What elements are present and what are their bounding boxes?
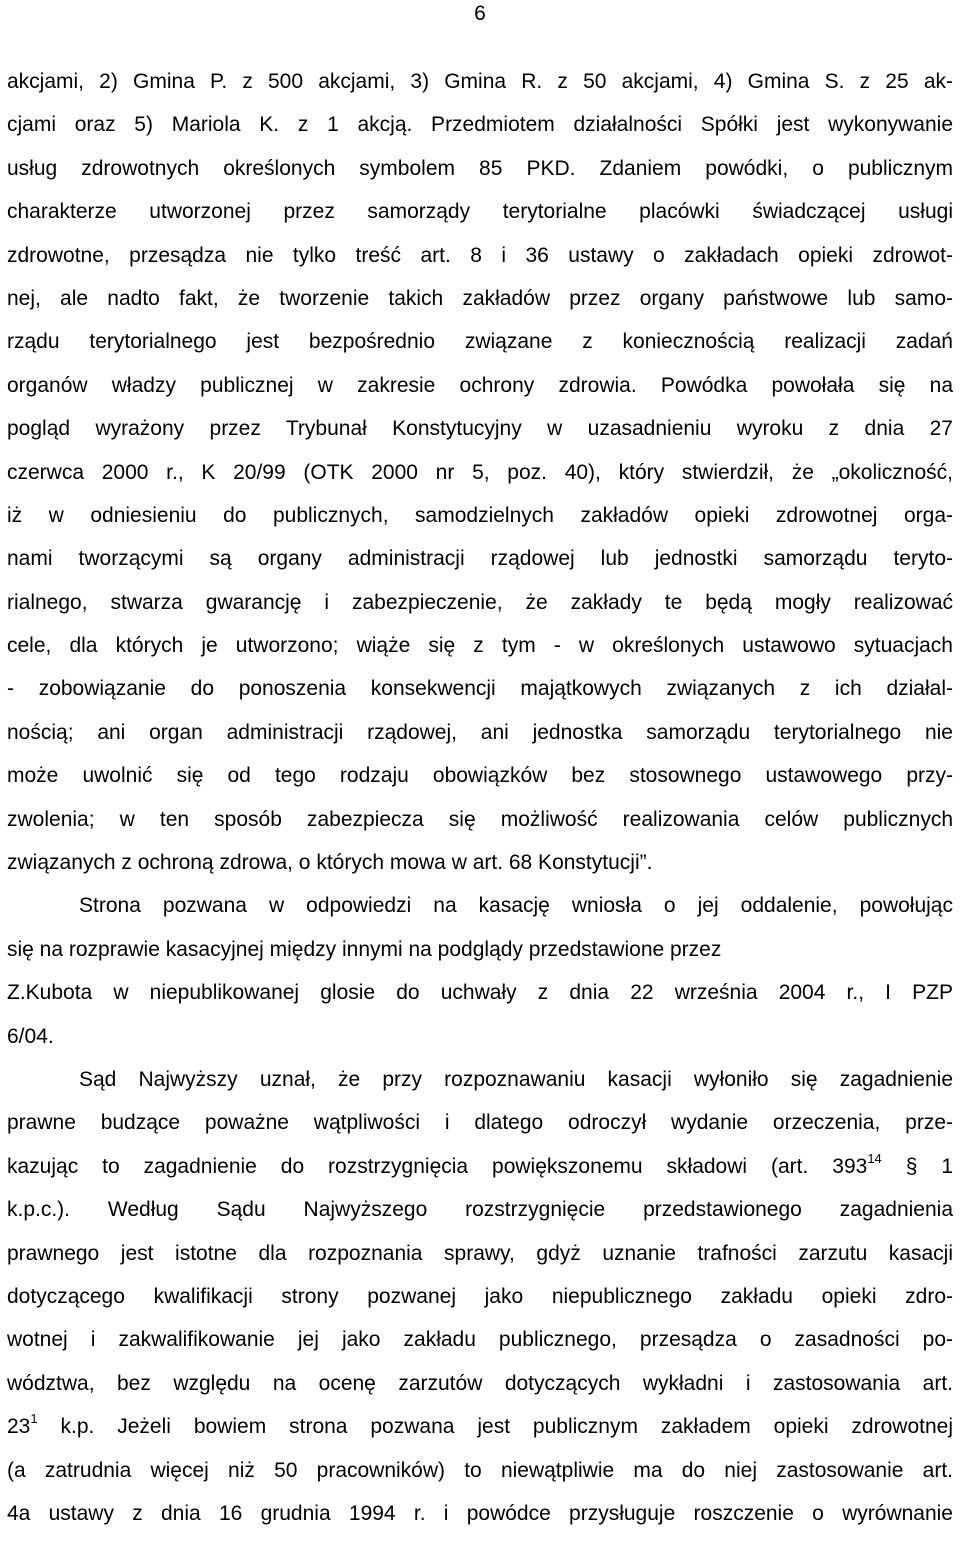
text-line (7, 1411, 953, 1454)
text-line-content: (a zatrudnia więcej niż 50 pracowników) to niewątpliwie ma do niej zastosowanie art. (7, 1458, 953, 1482)
text-line (7, 109, 953, 152)
text-line-content: wotnej i zakwalifikowanie jej jako zakładu publicznego, przesądza o zasadności po- (7, 1328, 953, 1352)
text-line (7, 847, 953, 890)
text-line (7, 500, 953, 543)
text-line (7, 760, 953, 803)
text-line-content: związanych z ochroną zdrowa, o których mowa w art. 68 Konstytucji”. (7, 851, 653, 875)
text-line-content: zdrowotne, przesądza nie tylko treść art. 8 i 36 ustawy o zakładach opieki zdrowot- (7, 243, 953, 267)
text-line-content: cjami oraz 5) Mariola K. z 1 akcją. Przedmiotem działalności Spółki jest wykonywanie (7, 113, 953, 137)
text-line-content: czerwca 2000 r., K 20/99 (OTK 2000 nr 5, poz. 40), który stwierdził, że „okoliczność, (7, 460, 953, 484)
text-line-content: Strona pozwana w odpowiedzi na kasację wniosła o jej oddalenie, powołując (79, 894, 953, 918)
text-line-content: cele, dla których je utworzono; wiąże się z tym - w określonych ustawowo sytuacjach (7, 634, 953, 658)
text-line-content: zwolenia; w ten sposób zabezpiecza się możliwość realizowania celów publicznych (7, 807, 953, 831)
text-line-content: prawnego jest istotne dla rozpoznania sprawy, gdyż uznanie trafności zarzutu kasacji (7, 1241, 953, 1265)
text-line-content: usług zdrowotnych określonych symbolem 85 PKD. Zdaniem powódki, o publicznym (7, 156, 953, 180)
text-line-content: wództwa, bez względu na ocenę zarzutów dotyczących wykładni i zastosowania art. (7, 1371, 953, 1395)
text-line (7, 370, 953, 413)
page-number: 6 (474, 2, 486, 25)
text-line (7, 283, 953, 326)
text-line (7, 66, 953, 109)
text-line-content: nej, ale nadto fakt, że tworzenie takich zakładów przez organy państwowe lub samo- (7, 286, 953, 310)
text-line-content: prawne budzące poważne wątpliwości i dlatego odroczył wydanie orzeczenia, prze- (7, 1111, 953, 1135)
text-line-content: kazując to zagadnienie do rozstrzygnięcia powiększonemu składowi (art. 393 (7, 1154, 868, 1178)
superscript: 1 (30, 1411, 38, 1427)
text-line-content: 4a ustawy z dnia 16 grudnia 1994 r. i powódce przysługuje roszczenie o wyrównanie (7, 1501, 953, 1525)
text-line-content: 23 (7, 1415, 31, 1439)
text-line-continuation: k.p. Jeżeli bowiem strona pozwana jest publicznym zakładem opieki zdrowotnej (37, 1415, 953, 1439)
text-line-content: się na rozprawie kasacyjnej między innymi na podglądy przedstawione przez (7, 937, 722, 961)
text-line (7, 587, 953, 630)
text-line (7, 1498, 953, 1541)
text-line (7, 1368, 953, 1411)
text-line-content: - zobowiązanie do ponoszenia konsekwencji majątkowych związanych z ich działal- (7, 677, 953, 701)
text-line (7, 673, 953, 716)
text-line-content: iż w odniesieniu do publicznych, samodzielnych zakładów opieki zdrowotnej orga- (7, 503, 953, 527)
text-line-content: 6/04. (7, 1024, 54, 1048)
text-line (7, 717, 953, 760)
text-line-content: rialnego, stwarza gwarancję i zabezpieczenie, że zakłady te będą mogły realizować (7, 590, 953, 614)
text-line (7, 630, 953, 673)
text-line (7, 1324, 953, 1367)
text-line (7, 890, 953, 933)
text-line (7, 1064, 953, 1107)
text-line (7, 153, 953, 196)
text-line-content: Z.Kubota w niepublikowanej glosie do uchwały z dnia 22 września 2004 r., I PZP (7, 981, 953, 1005)
text-line (7, 804, 953, 847)
text-line (7, 457, 953, 500)
text-line (7, 934, 953, 977)
text-line (7, 326, 953, 369)
text-line (7, 1151, 953, 1194)
text-line (7, 240, 953, 283)
text-line-content: Sąd Najwyższy uznał, że przy rozpoznawaniu kasacji wyłoniło się zagadnienie (79, 1067, 953, 1091)
text-line (7, 543, 953, 586)
text-line-content: charakterze utworzonej przez samorządy terytorialne placówki świadczącej usługi (7, 200, 953, 224)
text-line (7, 1281, 953, 1324)
text-line-content: nością; ani organ administracji rządowej, ani jednostka samorządu terytorialnego nie (7, 720, 953, 744)
text-line (7, 1021, 953, 1064)
text-line (7, 1194, 953, 1237)
text-line (7, 1455, 953, 1498)
text-line (7, 977, 953, 1020)
text-line (7, 1238, 953, 1281)
text-line-content: k.p.c.). Według Sądu Najwyższego rozstrzygnięcie przedstawionego zagadnienia (7, 1198, 953, 1222)
text-line-content: rządu terytorialnego jest bezpośrednio związane z koniecznością realizacji zadań (7, 330, 953, 354)
text-line (7, 413, 953, 456)
text-line-content: nami tworzącymi są organy administracji rządowej lub jednostki samorządu teryto- (7, 547, 953, 571)
text-line-content: akcjami, 2) Gmina P. z 500 akcjami, 3) Gmina R. z 50 akcjami, 4) Gmina S. z 25 ak- (7, 70, 953, 93)
document-body (7, 66, 953, 1541)
text-line (7, 196, 953, 239)
text-line-content: pogląd wyrażony przez Trybunał Konstytucyjny w uzasadnieniu wyroku z dnia 27 (7, 417, 953, 441)
text-line-content: organów władzy publicznej w zakresie ochrony zdrowia. Powódka powołała się na (7, 373, 953, 397)
text-line-content: może uwolnić się od tego rodzaju obowiązków bez stosownego ustawowego przy- (7, 764, 953, 788)
superscript: 14 (867, 1150, 882, 1166)
text-line-content: dotyczącego kwalifikacji strony pozwanej jako niepublicznego zakładu opieki zdro- (7, 1284, 953, 1308)
text-line-continuation: § 1 (881, 1154, 953, 1178)
text-line (7, 1107, 953, 1150)
